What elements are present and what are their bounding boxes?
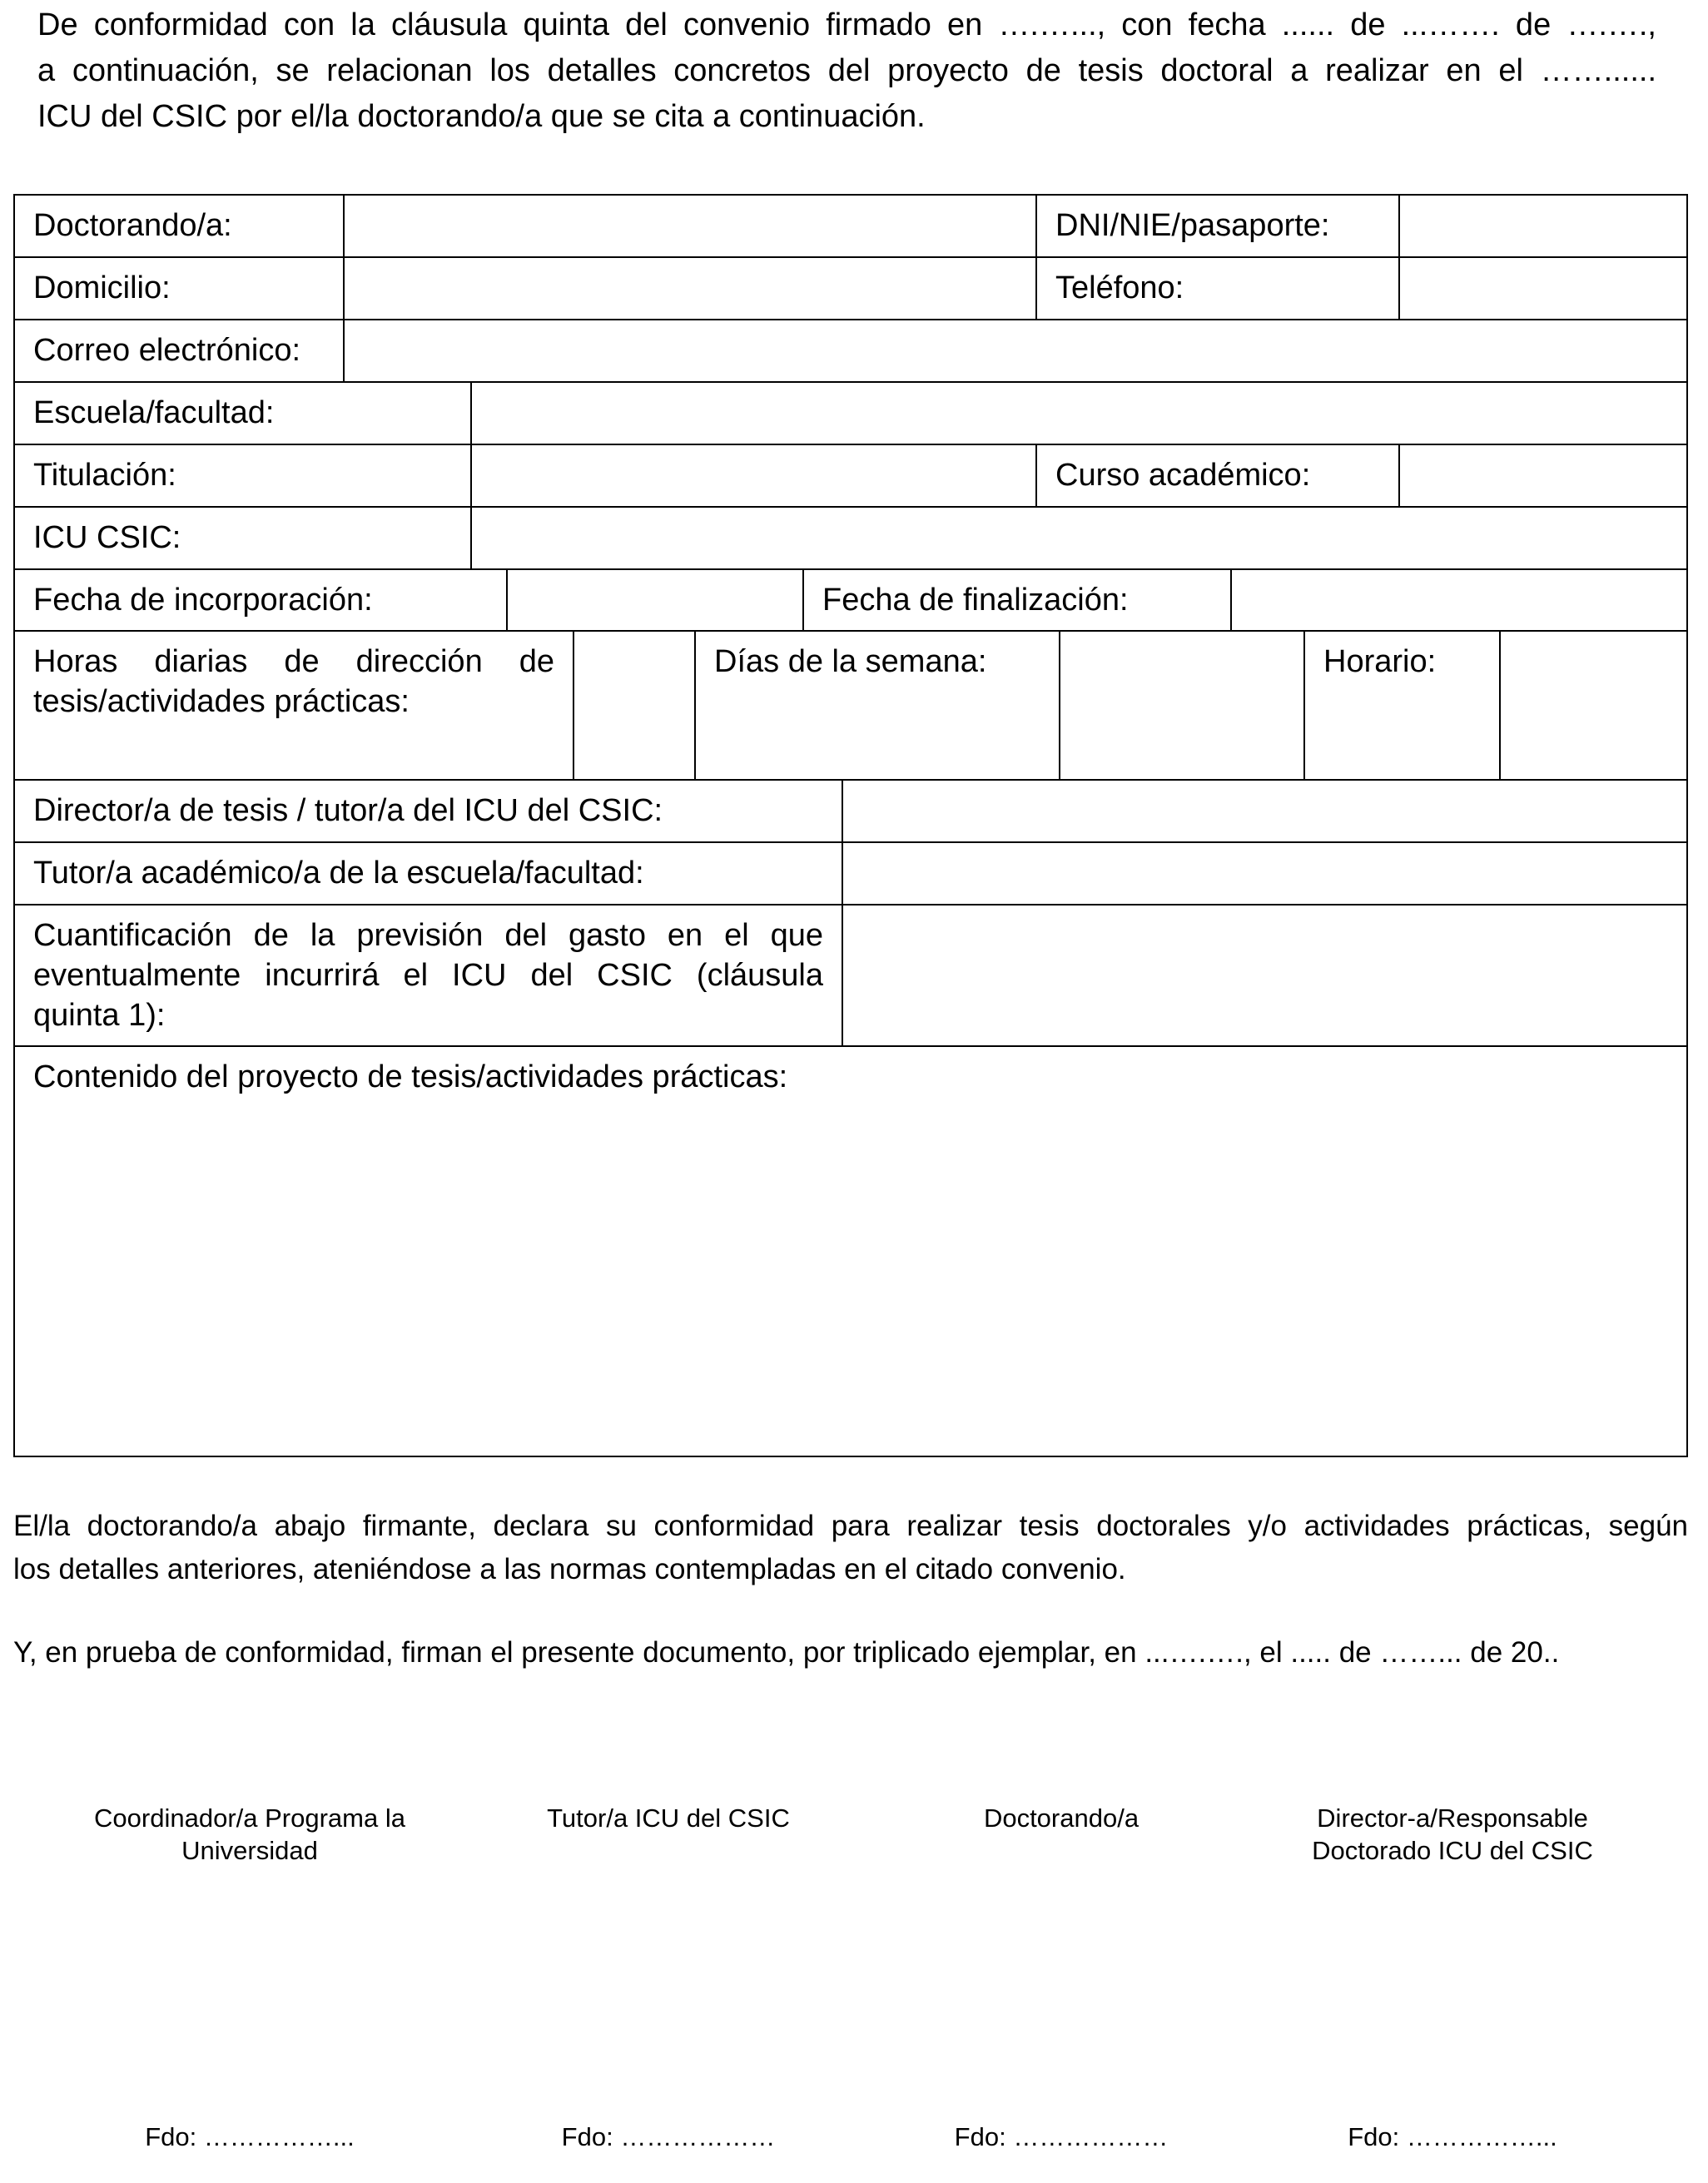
- signature-title-line: Universidad: [181, 1836, 318, 1865]
- contenido-label: Contenido del proyecto de tesis/actividades prácticas:: [33, 1059, 788, 1094]
- correo-field[interactable]: [345, 320, 1686, 381]
- tutor-academico-field[interactable]: [843, 843, 1686, 904]
- signature-title-doctorando: [878, 1802, 1244, 1834]
- horas-label-line-1: Horas diarias de dirección de: [33, 644, 554, 679]
- titulacion-field[interactable]: [472, 445, 1037, 506]
- domicilio-field[interactable]: [345, 258, 1037, 319]
- icu-field[interactable]: [472, 508, 1686, 568]
- horario-label: Horario:: [1305, 632, 1501, 779]
- signature-title-line: Director-a/Responsable: [1317, 1803, 1588, 1833]
- doctorando-label: Doctorando/a:: [15, 196, 345, 256]
- intro-paragraph: [37, 2, 1656, 140]
- correo-label: Correo electrónico:: [15, 320, 345, 381]
- cuantificacion-line-1: Cuantificación de la previsión del gasto en el que: [33, 918, 823, 953]
- project-details-form: [13, 194, 1688, 1457]
- signature-title-line: Doctorado ICU del CSIC: [1312, 1836, 1593, 1865]
- declaration-line-2: los detalles anteriores, ateniéndose a las normas contempladas en el citado convenio.: [13, 1553, 1126, 1585]
- cuantificacion-label: [15, 905, 843, 1045]
- row-doctorando: [15, 196, 1686, 258]
- declaration-paragraph: [13, 1505, 1688, 1591]
- signature-title-director: [1269, 1802, 1636, 1867]
- fecha-finalizacion-label: Fecha de finalización:: [804, 570, 1232, 630]
- intro-line-1: De conformidad con la cláusula quinta del convenio firmado en ….…..., con fecha ...... de ...……. de ….….,: [37, 7, 1656, 42]
- horas-label-line-2: tesis/actividades prácticas:: [33, 684, 410, 719]
- escuela-label: Escuela/facultad:: [15, 383, 472, 444]
- curso-field[interactable]: [1400, 445, 1686, 506]
- row-icu: [15, 508, 1686, 570]
- row-horas: [15, 632, 1686, 781]
- signature-fdo-director: Fdo: ……………...: [1348, 2122, 1557, 2151]
- domicilio-label: Domicilio:: [15, 258, 345, 319]
- signature-fdo-doctorando: Fdo: ………………: [954, 2122, 1169, 2151]
- row-titulacion: [15, 445, 1686, 508]
- titulacion-label: Titulación:: [15, 445, 472, 506]
- fecha-incorporacion-field[interactable]: [508, 570, 804, 630]
- dias-field[interactable]: [1060, 632, 1305, 779]
- horas-label: [15, 632, 574, 779]
- row-cuantificacion: [15, 905, 1686, 1047]
- signature-title-line: Tutor/a ICU del CSIC: [547, 1803, 790, 1833]
- intro-line-2: a continuación, se relacionan los detalles concretos del proyecto de tesis doctoral a realizar en el ……......: [37, 53, 1656, 88]
- fecha-finalizacion-field[interactable]: [1232, 570, 1686, 630]
- row-director: [15, 781, 1686, 843]
- row-fechas: [15, 570, 1686, 632]
- tutor-academico-label: Tutor/a académico/a de la escuela/facultad:: [15, 843, 843, 904]
- row-tutor-academico: [15, 843, 1686, 905]
- signature-fdo-coordinador: Fdo: ……………...: [145, 2122, 355, 2151]
- telefono-field[interactable]: [1400, 258, 1686, 319]
- signature-title-tutor: [485, 1802, 852, 1834]
- contenido-field[interactable]: [15, 1047, 1686, 1456]
- intro-line-3: ICU del CSIC por el/la doctorando/a que se cita a continuación.: [37, 99, 926, 134]
- fecha-incorporacion-label: Fecha de incorporación:: [15, 570, 508, 630]
- director-field[interactable]: [843, 781, 1686, 841]
- director-label: Director/a de tesis / tutor/a del ICU del CSIC:: [15, 781, 843, 841]
- signature-title-line: Doctorando/a: [983, 1803, 1139, 1833]
- dni-label: DNI/NIE/pasaporte:: [1037, 196, 1400, 256]
- dias-label: Días de la semana:: [696, 632, 1060, 779]
- curso-label: Curso académico:: [1037, 445, 1400, 506]
- signature-fdo-tutor: Fdo: ………………: [561, 2122, 776, 2151]
- doctorando-field[interactable]: [345, 196, 1037, 256]
- dni-field[interactable]: [1400, 196, 1686, 256]
- row-escuela: [15, 383, 1686, 445]
- cuantificacion-line-3: quinta 1):: [33, 998, 166, 1033]
- cuantificacion-line-2: eventualmente incurrirá el ICU del CSIC (cláusula: [33, 958, 823, 993]
- signature-title-line: Coordinador/a Programa la: [94, 1803, 405, 1833]
- row-correo: [15, 320, 1686, 383]
- telefono-label: Teléfono:: [1037, 258, 1400, 319]
- row-contenido: [15, 1047, 1686, 1456]
- escuela-field[interactable]: [472, 383, 1686, 444]
- declaration-line-1: El/la doctorando/a abajo firmante, declara su conformidad para realizar tesis doctorales y/o actividades prácticas, según: [13, 1510, 1688, 1542]
- horario-field[interactable]: [1501, 632, 1686, 779]
- signature-title-coordinador: [67, 1802, 433, 1867]
- proof-paragraph: Y, en prueba de conformidad, firman el presente documento, por triplicado ejemplar, en ...….…., el ..... de ……... de 20..: [13, 1636, 1560, 1669]
- horas-field[interactable]: [574, 632, 696, 779]
- row-domicilio: [15, 258, 1686, 320]
- cuantificacion-field[interactable]: [843, 905, 1686, 1045]
- icu-label: ICU CSIC:: [15, 508, 472, 568]
